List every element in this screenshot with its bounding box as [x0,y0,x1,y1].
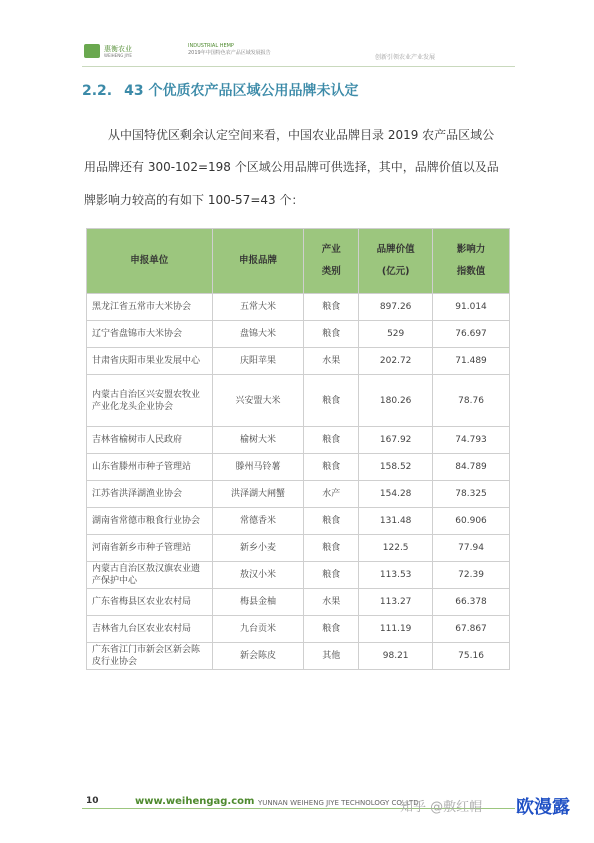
table-cell: 广东省梅县区农业农村局 [87,589,213,616]
table-header-cell: 品牌价值 (亿元) [359,229,433,294]
table-row [87,294,510,321]
table-cell: 粮食 [304,508,359,535]
table-cell: 粮食 [304,427,359,454]
table-cell: 74.793 [433,427,510,454]
table-cell: 78.325 [433,481,510,508]
table-cell: 78.76 [433,375,510,427]
table-row [87,375,510,427]
table-cell: 粮食 [304,454,359,481]
table-cell: 常德香米 [212,508,304,535]
table-header-cell: 申报品牌 [212,229,304,294]
table-body [87,294,510,670]
table-cell: 67.867 [433,616,510,643]
table-cell: 111.19 [359,616,433,643]
table-cell: 山东省滕州市种子管理站 [87,454,213,481]
table-cell: 粮食 [304,294,359,321]
logo-subtext: WEIHENG JIYE [104,52,132,58]
paragraph-line-2: 用品牌还有 300-102=198 个区域公用品牌可供选择，其中，品牌价值以及品 [84,160,499,174]
paragraph-line-3: 牌影响力较高的有如下 100-57=43 个： [84,193,304,207]
table-cell: 粮食 [304,375,359,427]
table-cell: 水果 [304,348,359,375]
table-cell: 九台贡米 [212,616,304,643]
header-divider [82,66,515,67]
table-cell: 江苏省洪泽湖渔业协会 [87,481,213,508]
table-cell: 内蒙古自治区敖汉旗农业遗产保护中心 [87,562,213,589]
table-cell: 202.72 [359,348,433,375]
table-cell: 131.48 [359,508,433,535]
brand-table [86,228,510,670]
table-cell: 167.92 [359,427,433,454]
footer-company: YUNNAN WEIHENG JIYE TECHNOLOGY CO.,LTD. [258,799,421,807]
table-cell: 兴安盟大米 [212,375,304,427]
table-header-cell: 影响力 指数值 [433,229,510,294]
table-cell: 新会陈皮 [212,643,304,670]
table-cell: 84.789 [433,454,510,481]
table-cell: 粮食 [304,321,359,348]
header-report-en: INDUSTRIAL HEMP [188,43,234,49]
section-number: 2.2. [82,83,113,99]
table-cell: 其他 [304,643,359,670]
page-number: 10 [86,796,99,806]
section-title [82,80,358,100]
table-cell: 71.489 [433,348,510,375]
table-cell: 98.21 [359,643,433,670]
table-row [87,348,510,375]
table-cell: 122.5 [359,535,433,562]
table-cell: 60.906 [433,508,510,535]
table-header-row [87,229,510,294]
table-row [87,616,510,643]
table-cell: 滕州马铃薯 [212,454,304,481]
table-header-cell: 申报单位 [87,229,213,294]
table-cell: 91.014 [433,294,510,321]
leaf-icon [84,44,100,58]
table-cell: 广东省江门市新会区新会陈皮行业协会 [87,643,213,670]
table-cell: 113.27 [359,589,433,616]
watermark-logo: 欧漫露 [516,797,570,818]
table-cell: 158.52 [359,454,433,481]
table-cell: 76.697 [433,321,510,348]
table-header-cell: 产业 类别 [304,229,359,294]
table-row [87,427,510,454]
table-cell: 甘肃省庆阳市果业发展中心 [87,348,213,375]
table-cell: 吉林省榆树市人民政府 [87,427,213,454]
table-cell: 72.39 [433,562,510,589]
table-row [87,535,510,562]
table-row [87,643,510,670]
company-logo [84,44,132,58]
table-cell: 辽宁省盘锦市大米协会 [87,321,213,348]
table-cell: 180.26 [359,375,433,427]
table-cell: 897.26 [359,294,433,321]
table-cell: 榆树大米 [212,427,304,454]
table-cell: 75.16 [433,643,510,670]
header-report-title [188,43,271,57]
table-cell: 粮食 [304,616,359,643]
table-cell: 敖汉小米 [212,562,304,589]
paragraph-line-1: 从中国特优区剩余认定空间来看，中国农业品牌目录 2019 农产品区域公 [108,128,495,142]
header-report-cn: 2019年中国特色农产品区域发展报告 [188,50,271,56]
page-header [0,0,594,70]
table-cell: 湖南省常德市粮食行业协会 [87,508,213,535]
table-row [87,481,510,508]
header-slogan: 创新引领农业产业发展 [375,54,436,61]
table-cell: 五常大米 [212,294,304,321]
table-row [87,562,510,589]
section-title-text: 43 个优质农产品区域公用品牌未认定 [124,83,359,99]
table-row [87,321,510,348]
table-cell: 新乡小麦 [212,535,304,562]
table-cell: 黑龙江省五常市大米协会 [87,294,213,321]
watermark-text: 知乎 @敷红帽 [400,800,483,815]
table-cell: 洪泽湖大闸蟹 [212,481,304,508]
table-cell: 水产 [304,481,359,508]
table-cell: 113.53 [359,562,433,589]
table-cell: 66.378 [433,589,510,616]
logo-text: 惠衡农业 [104,44,132,53]
table-cell: 梅县金柚 [212,589,304,616]
table-cell: 庆阳苹果 [212,348,304,375]
table-row [87,508,510,535]
table-cell: 水果 [304,589,359,616]
table-cell: 粮食 [304,535,359,562]
table-row [87,589,510,616]
table-cell: 河南省新乡市种子管理站 [87,535,213,562]
footer-website: www.weihengag.com [135,796,255,807]
table-cell: 内蒙古自治区兴安盟农牧业产业化龙头企业协会 [87,375,213,427]
table-cell: 吉林省九台区农业农村局 [87,616,213,643]
table-cell: 盘锦大米 [212,321,304,348]
table-row [87,454,510,481]
table-cell: 154.28 [359,481,433,508]
table-cell: 77.94 [433,535,510,562]
table-cell: 粮食 [304,562,359,589]
table-cell: 529 [359,321,433,348]
